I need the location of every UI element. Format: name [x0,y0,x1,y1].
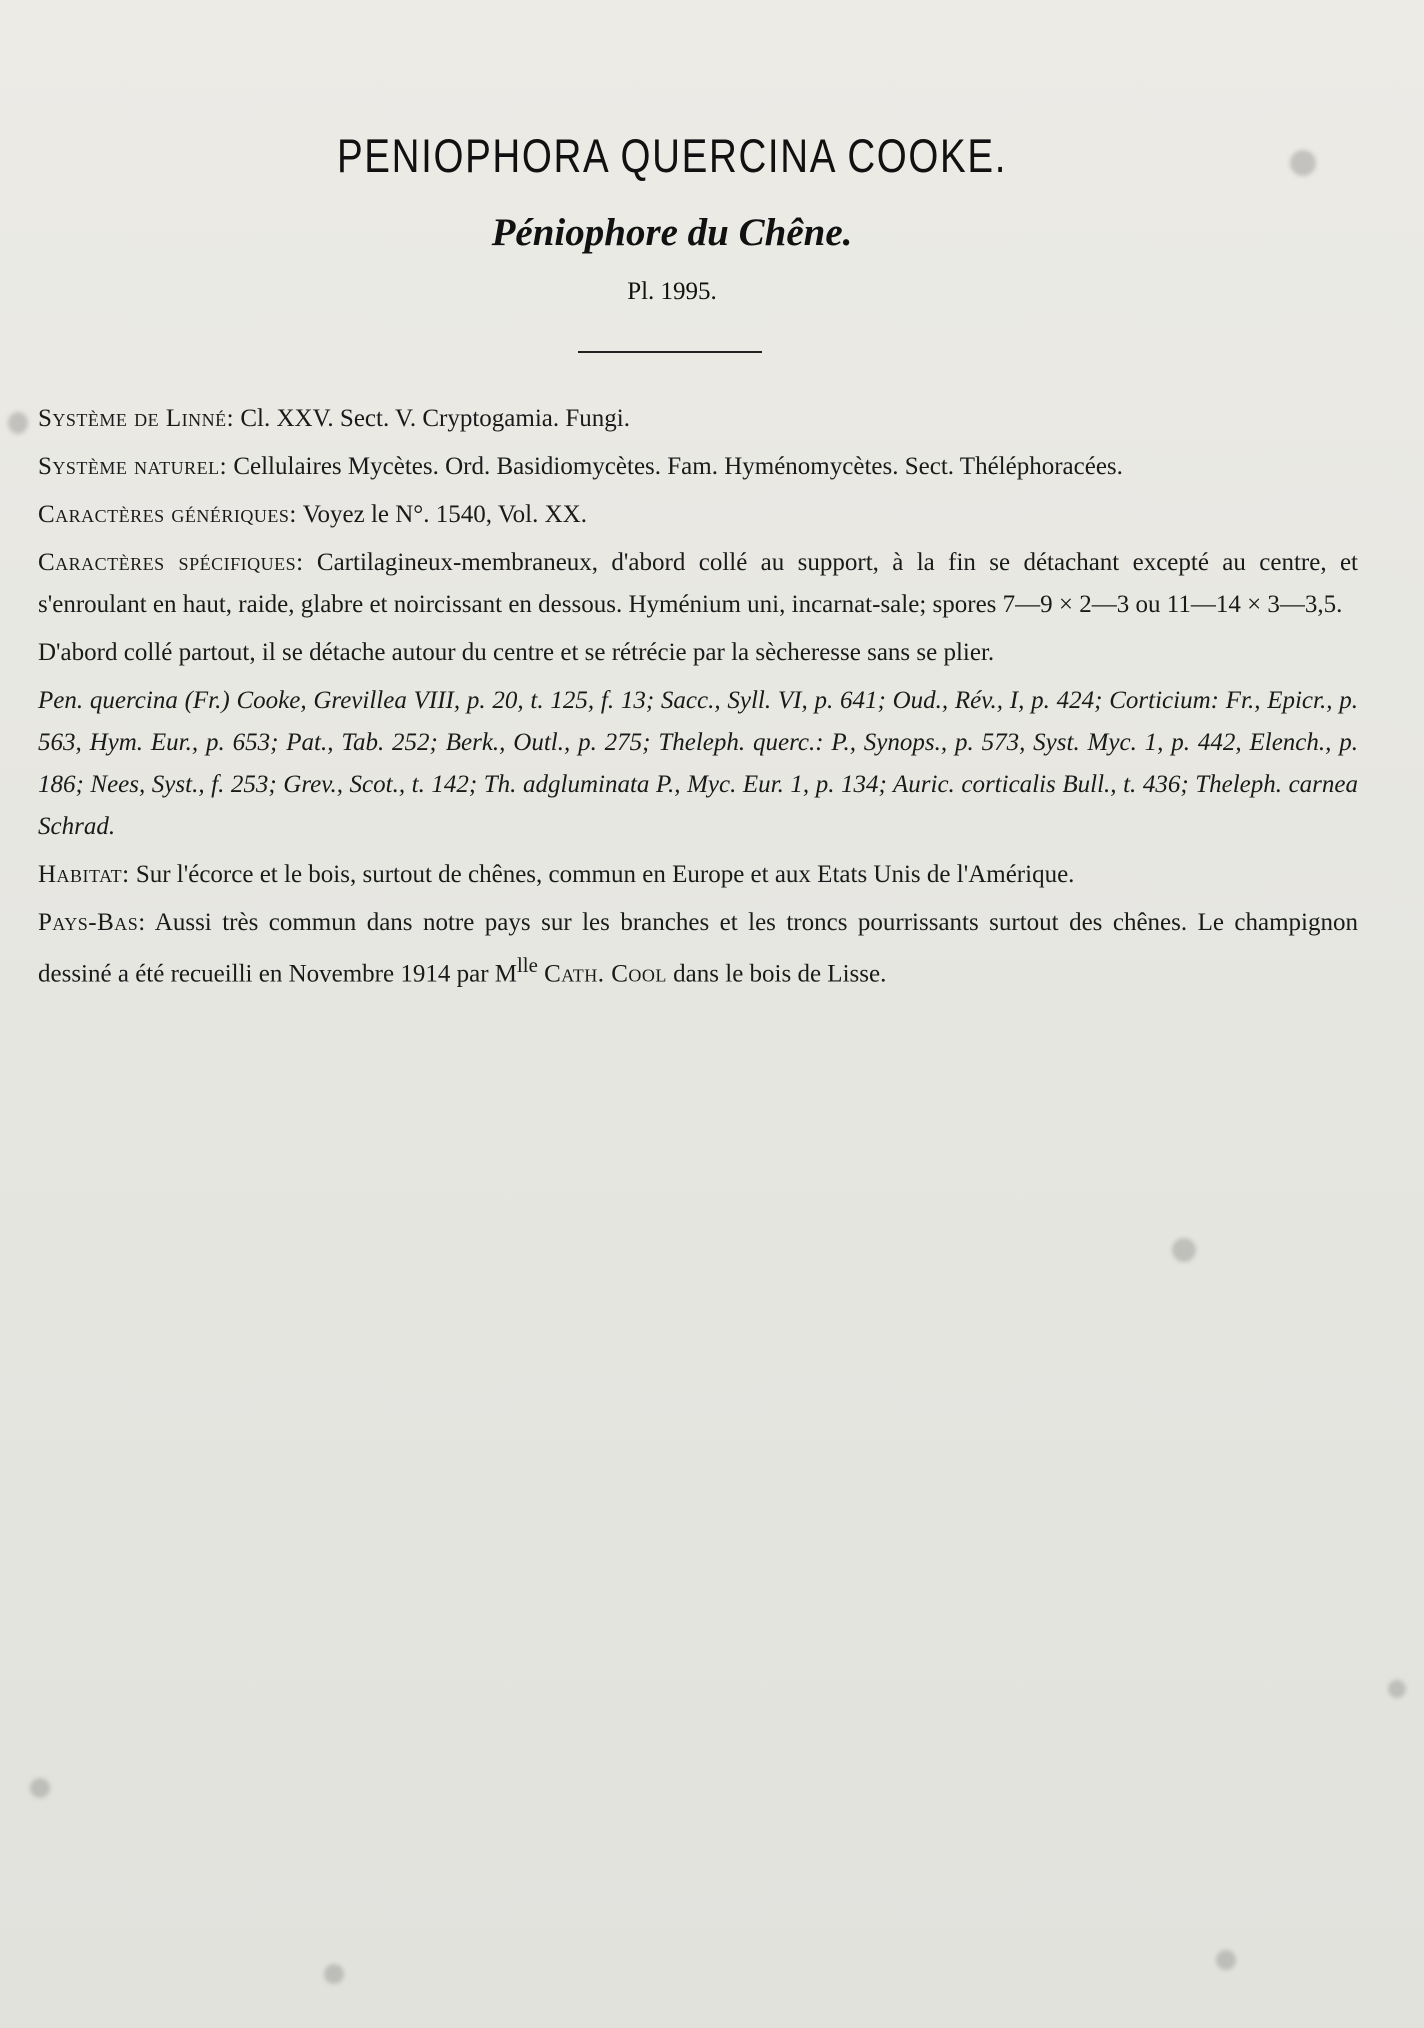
page-speck [1290,150,1316,176]
page-speck [1388,1680,1406,1698]
generiques-text: Voyez le N°. 1540, Vol. XX. [302,501,587,528]
generiques-paragraph [38,494,1358,536]
linne-paragraph [38,398,1358,440]
specifiques-label: Caractères spécifiques: [38,549,304,576]
paysbas-text-2: dans le bois de Lisse. [673,960,887,988]
page-speck [30,1778,50,1798]
naturel-paragraph [38,446,1358,488]
naturel-text: Cellulaires Mycètes. Ord. Basidiomycètes. Fam. Hyménomycètes. Sect. Théléphoracées. [233,453,1123,480]
paysbas-superscript: lle [517,953,538,977]
paysbas-text-1: Aussi très commun dans notre pays sur les branches et les troncs pourrissants surtout des chênes. Le champignon dessiné a été recueilli en Novembre 1914 par M [38,909,1358,988]
document-body [38,398,1358,1001]
title-rule [578,351,762,353]
linne-text: Cl. XXV. Sect. V. Cryptogamia. Fungi. [240,405,630,432]
page-speck [8,412,28,434]
synonymy-paragraph: Pen. quercina (Fr.) Cooke, Grevillea VIII, p. 20, t. 125, f. 13; Sacc., Syll. VI, p. 641; Oud., Rév., I, p. 424; Corticium: Fr., Epicr., p. 563, Hym. Eur., p. 653; Pat., Tab. 252; Berk., Outl., p. 275; Theleph. querc.: P., Synops., p. 573, Syst. Myc. 1, p. 442, Elench., p. 186; Nees, Syst., f. 253; Grev., Scot., t. 142; Th. adgluminata P., Myc. Eur. 1, p. 134; Auric. corticalis Bull., t. 436; Theleph. carnea Schrad. [38,687,1358,840]
plate-number: Pl. 1995. [627,278,717,305]
page-speck [324,1964,344,1984]
habitat-text: Sur l'écorce et le bois, surtout de chênes, commun en Europe et aux Etats Unis de l'Amérique. [135,861,1075,888]
habitat-label: Habitat: [38,861,130,888]
linne-label: Système de Linné: [38,405,235,432]
generiques-label: Caractères génériques: [38,501,297,528]
page-speck [1216,1950,1236,1970]
habitat-paragraph [38,854,1358,896]
collector-name: Cath. Cool [544,960,667,988]
specifiques-paragraph [38,542,1358,626]
page-subtitle: Péniophore du Chêne. [491,211,853,254]
paysbas-paragraph [38,902,1358,995]
specifiques-text: Cartilagineux-membraneux, d'abord collé au support, à la fin se détachant excepté au centre, et s'enroulant en haut, raide, glabre et noircissant en dessous. Hyménium uni, incarnat-sale; spores 7—9 × 2—3 ou 11—14 × 3—3,5. [38,549,1358,618]
page-speck [1172,1238,1196,1262]
naturel-label: Système naturel: [38,453,228,480]
paysbas-label: Pays-Bas: [38,909,146,936]
description-paragraph: D'abord collé partout, il se détache autour du centre et se rétrécie par la sècheresse sans se plier. [38,639,995,666]
page-title: PENIOPHORA QUERCINA COOKE. [336,129,1008,182]
